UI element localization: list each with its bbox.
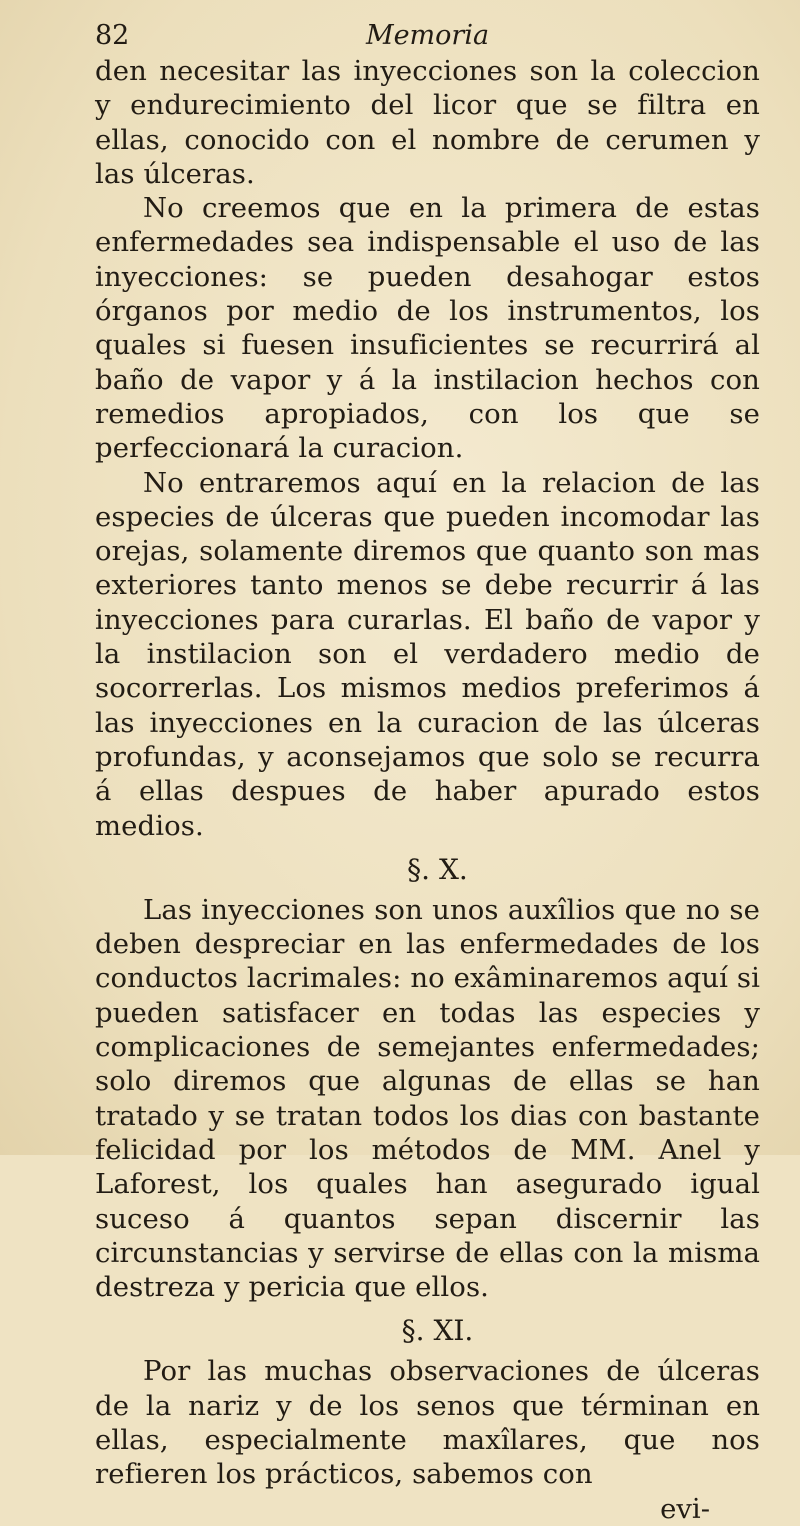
section-heading-xi: §. XI.	[401, 1314, 474, 1348]
paragraph-section-xi: Por las muchas observaciones de úlceras de la nariz y de los senos que términan en ellas, especialmente maxîlares, que nos refieren los prácticos, sabemos con	[95, 1355, 760, 1491]
paragraph-ulceras-orejas: No entraremos aquí en la relacion de las especies de úlceras que pueden incomodar las orejas, solamente diremos que quanto son mas exteriores tanto menos se debe recurrir á las inyecciones para curarlas. El baño de vapor y la instilacion son el verdadero medio de socorrerlas. Los mismos medios preferimos á las inyecciones en la curacion de las úlceras profundas, y aconsejamos que solo se recurra á ellas despues de haber apurado estos medios.	[95, 466, 760, 842]
running-title: Memoria	[365, 20, 490, 51]
paragraph-section-x: Las inyecciones son unos auxîlios que no se deben despreciar en las enfermedades de los conductos lacrimales: no exâminaremos aquí si pueden satisfacer en todas las especies y complicaciones de semejantes enfermedades; solo diremos que algunas de ellas se han tratado y se tratan todos los dias con bastante felicidad por los métodos de MM. Anel y Laforest, los quales han asegurado igual suceso á quantos sepan discernir las circunstancias y servirse de ellas con la misma destreza y pericia que ellos.	[95, 893, 760, 1304]
page-header	[95, 18, 760, 54]
catchword: evi-	[660, 1492, 710, 1525]
section-heading-x: §. X.	[407, 852, 468, 886]
paragraph-continuation: den necesitar las inyecciones son la coleccion y endurecimiento del licor que se filtra en ellas, conocido con el nombre de cerumen y las úlceras.	[95, 55, 760, 190]
page-number: 82	[95, 20, 130, 51]
paragraph-inyecciones-first-disease: No creemos que en la primera de estas enfermedades sea indispensable el uso de las inyecciones: se pueden desahogar estos órganos por medio de los instrumentos, los quales si fuesen insuficientes se recurrirá al baño de vapor y á la instilacion hechos con remedios apropiados, con los que se perfeccionará la curacion.	[95, 192, 760, 465]
